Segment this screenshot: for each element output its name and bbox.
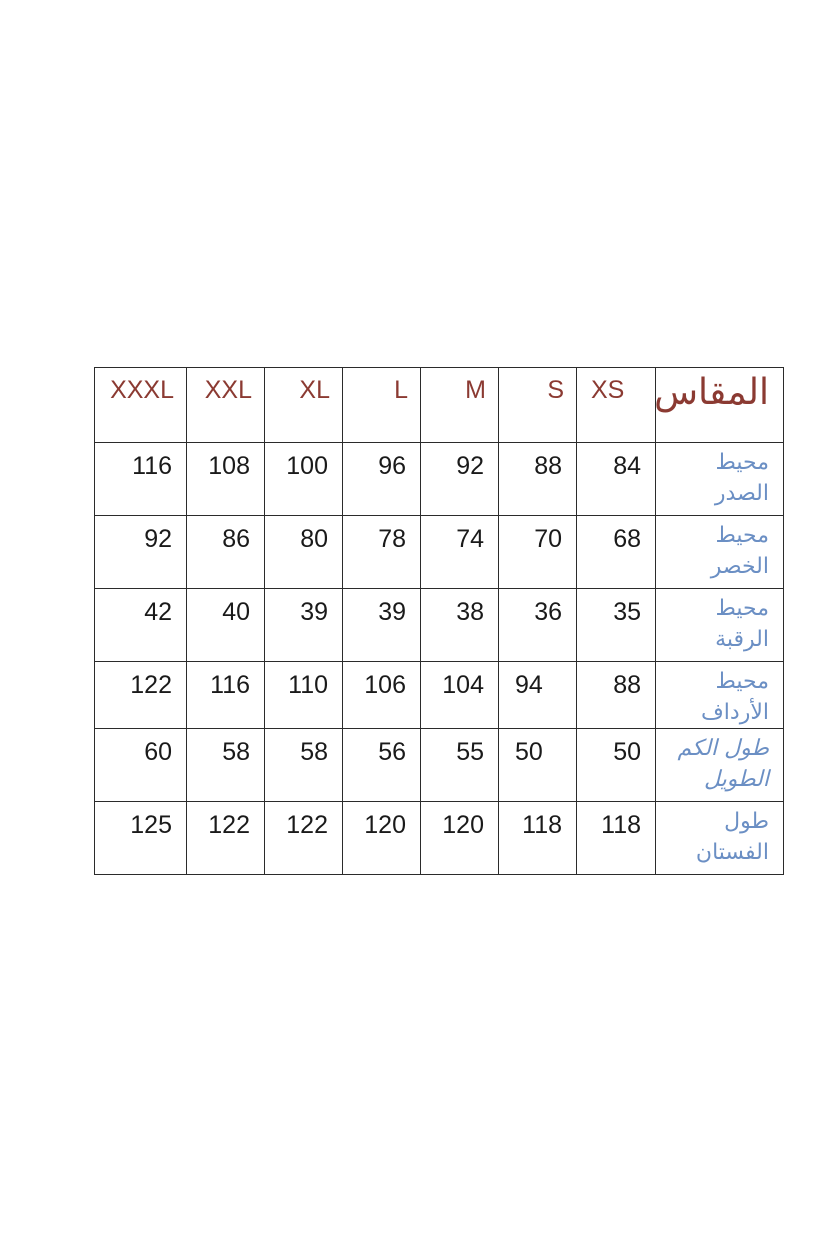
table-cell: 58 <box>265 729 343 802</box>
table-cell: 68 <box>577 516 656 589</box>
row-label-hips: محيط الأرداف <box>656 662 784 729</box>
table-cell: 80 <box>265 516 343 589</box>
table-cell: 70 <box>499 516 577 589</box>
table-cell: 55 <box>421 729 499 802</box>
table-cell: 92 <box>421 443 499 516</box>
size-header-l: L <box>343 368 421 443</box>
table-cell: 122 <box>95 662 187 729</box>
table-cell: 39 <box>265 589 343 662</box>
row-neck <box>95 589 784 662</box>
table-cell: 58 <box>187 729 265 802</box>
table-cell: 50 <box>577 729 656 802</box>
table-cell: 56 <box>343 729 421 802</box>
size-header-xs: XS <box>577 368 656 443</box>
table-cell: 96 <box>343 443 421 516</box>
table-cell: 120 <box>343 802 421 875</box>
size-header-xl: XL <box>265 368 343 443</box>
size-header-s: S <box>499 368 577 443</box>
table-cell: 118 <box>499 802 577 875</box>
table-cell: 122 <box>187 802 265 875</box>
size-header-m: M <box>421 368 499 443</box>
table-cell: 94 <box>499 662 577 729</box>
table-cell: 88 <box>577 662 656 729</box>
row-waist <box>95 516 784 589</box>
table-cell: 39 <box>343 589 421 662</box>
row-label-chest: محيط الصدر <box>656 443 784 516</box>
size-header-row <box>95 368 784 443</box>
table-cell: 116 <box>95 443 187 516</box>
table-cell: 116 <box>187 662 265 729</box>
table-cell: 110 <box>265 662 343 729</box>
table-cell: 78 <box>343 516 421 589</box>
table-cell: 38 <box>421 589 499 662</box>
table-cell: 88 <box>499 443 577 516</box>
table-cell: 50 <box>499 729 577 802</box>
table-cell: 40 <box>187 589 265 662</box>
table-cell: 86 <box>187 516 265 589</box>
row-label-waist: محيط الخصر <box>656 516 784 589</box>
row-label-dress-length: طول الفستان <box>656 802 784 875</box>
table-cell: 104 <box>421 662 499 729</box>
table-cell: 100 <box>265 443 343 516</box>
row-dress-length <box>95 802 784 875</box>
row-label-sleeve-length: طول الكم الطويل <box>656 729 784 802</box>
table-cell: 35 <box>577 589 656 662</box>
size-header-xxl: XXL <box>187 368 265 443</box>
size-column-label: المقاس <box>656 368 784 443</box>
table-cell: 60 <box>95 729 187 802</box>
table-cell: 74 <box>421 516 499 589</box>
table-cell: 120 <box>421 802 499 875</box>
table-cell: 122 <box>265 802 343 875</box>
table-cell: 92 <box>95 516 187 589</box>
table-cell: 106 <box>343 662 421 729</box>
size-header-xxxl: XXXL <box>95 368 187 443</box>
table-cell: 36 <box>499 589 577 662</box>
table-cell: 118 <box>577 802 656 875</box>
size-chart-table <box>94 367 784 875</box>
table-cell: 42 <box>95 589 187 662</box>
table-cell: 84 <box>577 443 656 516</box>
row-label-neck: محيط الرقبة <box>656 589 784 662</box>
table-cell: 108 <box>187 443 265 516</box>
row-chest <box>95 443 784 516</box>
row-hips <box>95 662 784 729</box>
table-cell: 125 <box>95 802 187 875</box>
row-sleeve-length <box>95 729 784 802</box>
